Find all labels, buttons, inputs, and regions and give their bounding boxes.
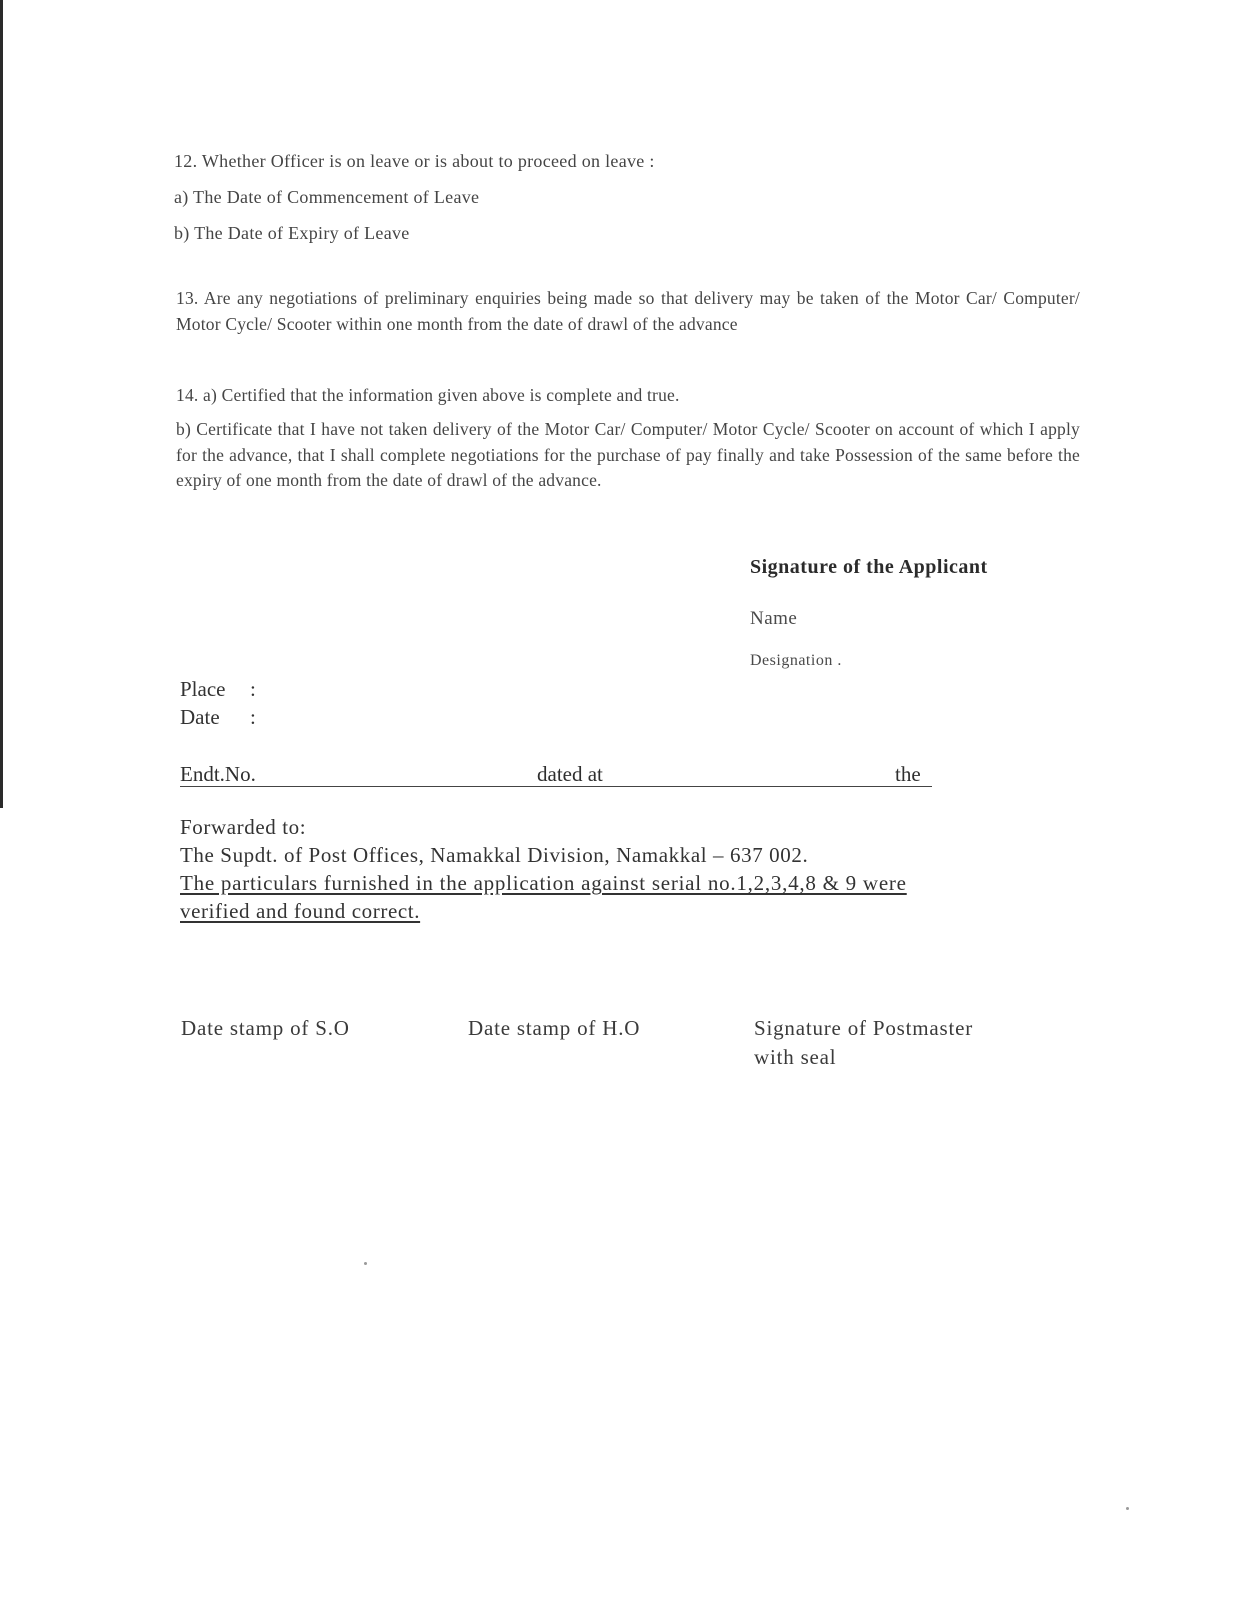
item12-expiry-label: b) The Date of Expiry of Leave [174,223,410,243]
verification-line-2: verified and found correct. [180,899,421,923]
forward-address: The Supdt. of Post Offices, Namakkal Division, Namakkal – 637 002. [180,843,809,867]
date-colon: : [250,705,256,729]
postmaster-signature-label [754,1014,973,1072]
item12-question: 12. Whether Officer is on leave or is about to proceed on leave : [174,151,655,171]
place-label: Place [180,677,226,701]
ho-date-stamp-label: Date stamp of H.O [468,1016,641,1040]
endt-no-label: Endt.No. [180,762,256,786]
date-field [180,705,280,730]
the-label: the [895,762,921,786]
place-field [180,677,280,702]
item14-certificate-b: b) Certificate that I have not taken delivery of the Motor Car/ Computer/ Motor Cycle/ Scooter on account of which I apply for the advance, that I shall complete negotiations for the purchase of pay finally and take Possession of the same before the expiry of one month from the date of drawl of the advance. [176,419,1080,490]
scan-left-border [0,0,3,808]
endorsement-line [180,762,932,787]
designation-label: Designation . [750,652,842,669]
postmaster-signature-line2: with seal [754,1045,837,1069]
verification-line-1: The particulars furnished in the application against serial no.1,2,3,4,8 & 9 were [180,871,907,895]
place-colon: : [250,677,256,701]
scan-speck [364,1262,367,1265]
item14-certificate-a: 14. a) Certified that the information given above is complete and true. [176,385,680,405]
so-date-stamp-label: Date stamp of S.O [181,1016,350,1040]
name-label: Name [750,608,798,629]
applicant-signature-title: Signature of the Applicant [750,556,988,578]
forwarded-to-label: Forwarded to: [180,815,307,839]
item12-commencement-label: a) The Date of Commencement of Leave [174,187,480,207]
postmaster-signature-line1: Signature of Postmaster [754,1016,974,1040]
date-label: Date [180,705,220,729]
scan-speck [1126,1507,1129,1510]
dated-at-label: dated at [537,762,603,786]
item13-text: 13. Are any negotiations of preliminary enquiries being made so that delivery may be taken of the Motor Car/ Computer/ Motor Cycle/ Scooter within one month from the date of drawl of the advance [176,288,1080,334]
